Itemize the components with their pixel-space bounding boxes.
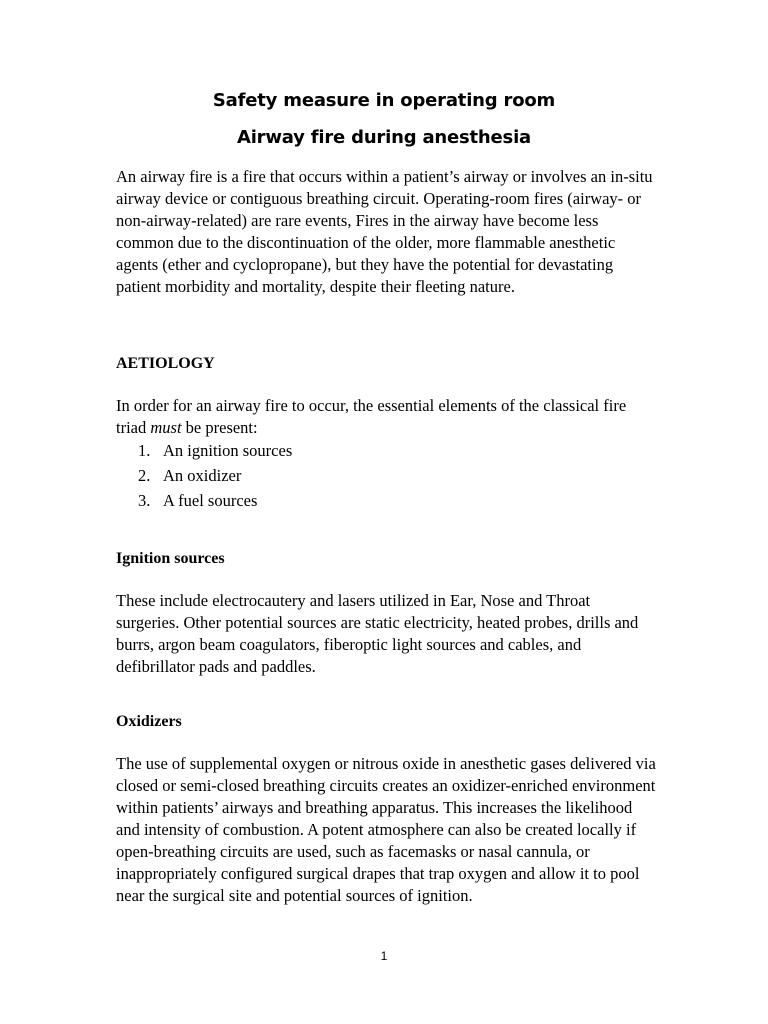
aetiology-emphasis: must [150,418,182,437]
list-item-text: A fuel sources [163,491,258,510]
aetiology-text-before: In order for an airway fire to occur, the essential elements of the classical fire triad [116,396,627,437]
list-item [116,488,292,513]
list-item-number: 2. [138,466,151,485]
page-title: Safety measure in operating room [212,90,556,111]
section-heading-ignition-sources: Ignition sources [116,550,225,567]
list-item [116,463,292,488]
list-item-text: An oxidizer [163,466,242,485]
oxidizers-paragraph: The use of supplemental oxygen or nitrous oxide in anesthetic gases delivered via closed or semi-closed breathing circuits creates an oxidizer-enriched environment within patients’ airways and breathing apparatus. This increases the likelihood and intensity of combustion. A potent atmosphere can also be created locally if open-breathing circuits are used, such as facemasks or nasal cannula, or inappropriately configured surgical drapes that trap oxygen and allow it to pool near the surgical site and potential sources of ignition. [116,754,656,905]
page-subtitle: Airway fire during anesthesia [236,127,531,148]
list-item-text: An ignition sources [163,441,293,460]
intro-paragraph: An airway fire is a fire that occurs within a patient’s airway or involves an in-situ airway device or contiguous breathing circuit. Operating-room fires (airway- or non-airway-related) are rare events, Fires in the airway have become less common due to the discontinuation of the older, more flammable anesthetic agents (ether and cyclopropane), but they have the potential for devastating patient morbidity and mortality, despite their fleeting nature. [116,167,653,296]
fire-triad-list [116,438,292,513]
list-item-number: 3. [138,491,151,510]
aetiology-text-after: be present: [181,418,258,437]
page-number: 1 [380,949,388,963]
section-heading-oxidizers: Oxidizers [116,713,182,730]
list-item-number: 1. [138,441,151,460]
aetiology-paragraph [116,395,656,439]
list-item [116,438,292,463]
section-heading-aetiology: AETIOLOGY [116,355,215,372]
ignition-paragraph: These include electrocautery and lasers utilized in Ear, Nose and Throat surgeries. Other potential sources are static electricity, heated probes, drills and burrs, argon beam coagulators, fiberoptic light sources and cables, and defibrillator pads and paddles. [116,591,639,676]
